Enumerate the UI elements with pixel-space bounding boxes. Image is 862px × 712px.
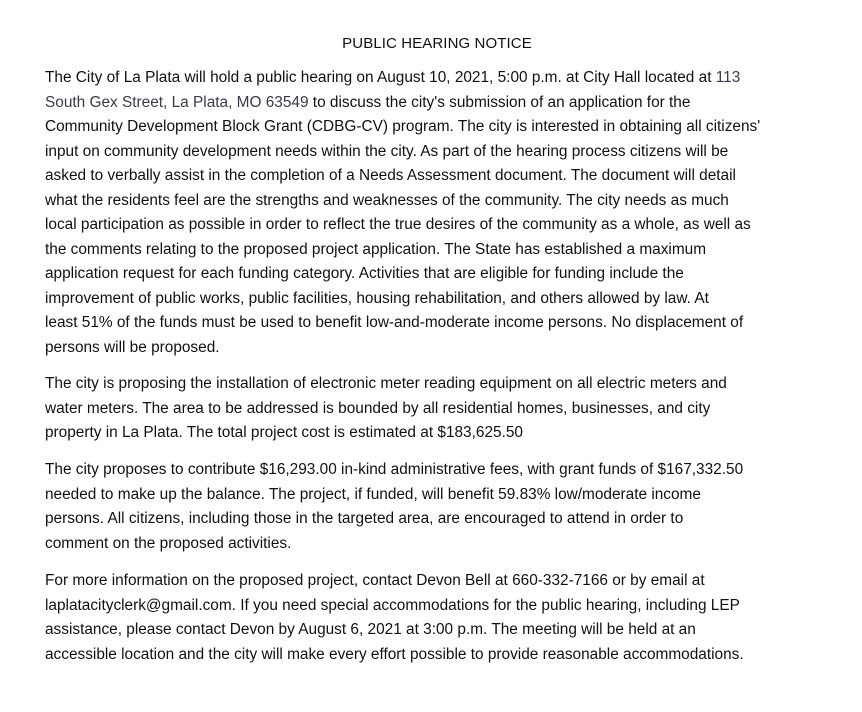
text-line: laplatacityclerk@gmail.com. If you need special accommodations for the public hearing, including LEP	[45, 596, 740, 614]
paragraph-project-description	[45, 372, 837, 446]
text-line: asked to verbally assist in the completion of a Needs Assessment document. The document will detail	[45, 167, 736, 184]
address-text: South Gex Street, La Plata, MO 63549	[45, 93, 309, 111]
text-line: local participation as possible in order to reflect the true desires of the community as a whole, as well as	[45, 216, 751, 233]
text-line: Community Development Block Grant (CDBG-CV) program. The city is interested in obtaining all citizens'	[45, 118, 761, 135]
notice-title: PUBLIC HEARING NOTICE	[342, 35, 532, 52]
paragraph-contact-info	[45, 569, 837, 667]
paragraph-hearing-details	[45, 66, 837, 360]
text-line: application request for each funding category. Activities that are eligible for funding include the	[45, 265, 684, 282]
text-line: property in La Plata. The total project cost is estimated at $183,625.50	[45, 424, 523, 441]
text-line	[45, 91, 837, 116]
text-line: water meters. The area to be addressed is bounded by all residential homes, businesses, and city	[45, 399, 711, 417]
text-line: needed to make up the balance. The project, if funded, will benefit 59.83% low/moderate income	[45, 485, 701, 503]
text-line: input on community development needs within the city. As part of the hearing process citizens will be	[45, 142, 729, 160]
text-line: persons. All citizens, including those in the targeted area, are encouraged to attend in order to	[45, 510, 684, 527]
text-line: least 51% of the funds must be used to benefit low-and-moderate income persons. No displacement of	[45, 314, 744, 331]
text-line: assistance, please contact Devon by August 6, 2021 at 3:00 p.m. The meeting will be held at an	[45, 621, 696, 638]
text-line: The city is proposing the installation of electronic meter reading equipment on all electric meters and	[45, 375, 727, 392]
paragraph-funding	[45, 458, 837, 556]
text-segment: The City of La Plata will hold a public hearing on August 10, 2021, 5:00 p.m. at City Hall located at	[45, 69, 716, 86]
text-line: the comments relating to the proposed project application. The State has established a maximum	[45, 240, 707, 258]
text-line: what the residents feel are the strengths and weaknesses of the community. The city needs as much	[45, 191, 729, 209]
text-line: comment on the proposed activities.	[45, 534, 292, 552]
text-segment: to discuss the city's submission of an application for the	[308, 93, 691, 111]
text-line: For more information on the proposed project, contact Devon Bell at 660-332-7166 or by email at	[45, 572, 705, 589]
address-text: 113	[715, 69, 741, 86]
text-line: improvement of public works, public facilities, housing rehabilitation, and others allowed by law. At	[45, 289, 709, 307]
text-line	[45, 66, 837, 91]
text-line: The city proposes to contribute $16,293.00 in-kind administrative fees, with grant funds of $167,332.50	[45, 461, 744, 478]
text-line: accessible location and the city will make every effort possible to provide reasonable accommodations.	[45, 645, 744, 663]
text-line: persons will be proposed.	[45, 338, 220, 356]
